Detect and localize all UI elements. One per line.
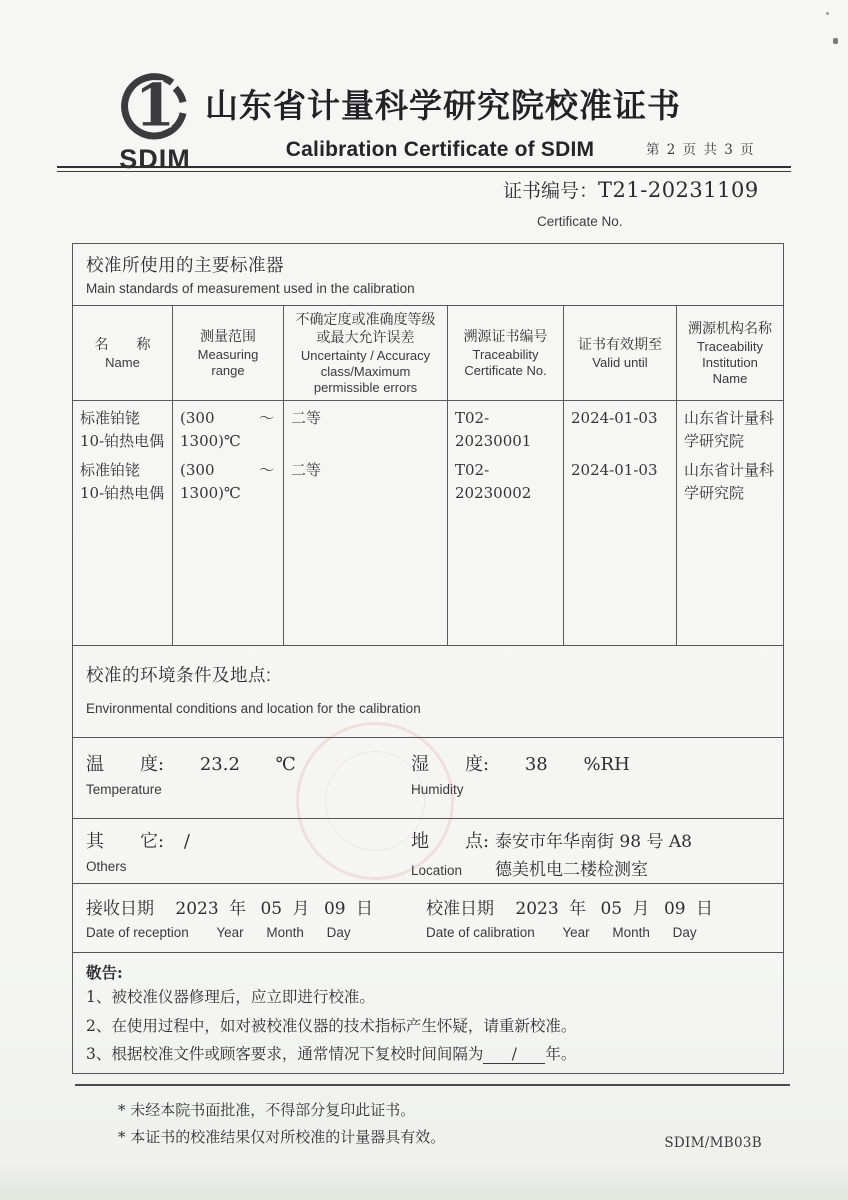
calibration-date-label: 校准日期 [426,899,494,919]
certificate-number-value: T21-20231109 [598,178,759,202]
notice-item-3-text: 3、根据校准文件或顾客要求，通常情况下复校时间间隔为 [86,1045,484,1064]
location-value-line2: 德美机电二楼检测室 [495,860,648,880]
page-title: 山东省计量科学研究院校准证书 [205,86,681,125]
month-word: Month [266,925,304,940]
column-header-uncertainty-zh: 不确定度或准确度等级或最大允许误差 [295,311,436,346]
sdim-logo [98,72,212,175]
footnote-1: * 未经本院书面批准，不得部分复印此证书。 [118,1101,416,1119]
logo-text: SDIM [119,144,191,174]
header-divider [57,166,791,172]
range-low: (300 [180,409,215,427]
calibration-date-block [423,884,783,952]
column-header-valid-until-zh: 证书有效期至 [578,335,662,352]
certificate-number-line [503,176,759,203]
column-header-valid-until [564,306,677,401]
calibration-month-unit: 月 [632,899,650,919]
column-header-name [73,306,173,401]
footer-divider [75,1084,790,1086]
environment-title-english: Environmental conditions and location for the calibration [86,701,421,716]
calibration-day-unit: 日 [695,899,713,919]
table-row-1-accuracy: 二等 [284,401,448,453]
page-number: 第 2 页 共 3 页 [646,142,756,158]
form-code: SDIM/MB03B [664,1135,762,1151]
notice-item-3-suffix: 年。 [545,1045,577,1064]
environment-title: 校准的环境条件及地点: [86,665,272,685]
table-row-2-name: 标准铂铑 10-铂热电偶 [73,453,173,505]
column-header-valid-until-en: Valid until [592,355,648,371]
scan-speck [833,38,838,44]
column-header-uncertainty [284,306,448,401]
column-header-institution [677,306,783,401]
environment-section-header [73,646,783,738]
table-row-2-cert-no: T02-20230002 [448,453,564,505]
humidity-label-english: Humidity [411,782,464,797]
standards-title: 校准所使用的主要标准器 [86,255,284,275]
calibration-date-label-english: Date of calibration [426,925,535,940]
column-header-traceability-no-zh: 溯源证书编号 [463,328,548,345]
dates-row [73,884,783,953]
column-header-traceability-no-en: Traceability Certificate No. [464,347,547,379]
table-empty-cell [677,505,783,645]
sdim-logo-icon [116,72,194,148]
location-block [408,819,783,883]
table-empty-cell [448,505,564,645]
humidity-unit: %RH [583,754,630,775]
temperature-humidity-row [73,738,783,819]
temperature-label: 温 度: [86,754,165,775]
certificate-number-label: 证书编号： [503,180,599,202]
location-value-line1: 泰安市年华南街 98 号 A8 [495,832,692,852]
table-row-1-institution: 山东省计量科学研究院 [684,409,775,451]
notice-item-1: 1、被校准仪器修理后，应立即进行校准。 [86,988,375,1006]
standards-section-header [73,244,783,306]
certificate-number-label-english: Certificate No. [537,214,623,229]
year-word: Year [216,925,244,940]
table-empty-cell [173,505,284,645]
range-low: (300 [180,461,215,479]
year-word: Year [562,925,590,940]
others-label-english: Others [86,859,127,874]
table-row-1-cert-no: T02-20230001 [448,401,564,453]
temperature-unit: ℃ [275,754,296,775]
notice-item-3-blank: / [483,1046,545,1064]
column-header-institution-en: Traceability Institution Name [697,339,763,387]
range-tilde: ～ [258,409,274,427]
humidity-block [408,738,783,818]
table-row-2-institution: 山东省计量科学研究院 [684,461,775,503]
svg-text:1: 1 [134,72,176,140]
reception-day: 09 [323,899,346,919]
page-title-english: Calibration Certificate of SDIM [285,138,595,161]
notice-item-3 [86,1040,783,1069]
temperature-value: 23.2 [199,754,240,775]
footnote-2: * 本证书的校准结果仅对所校准的计量器具有效。 [118,1128,446,1146]
table-row-1-name: 标准铂铑 10-铂热电偶 [73,401,173,453]
others-block [73,819,408,883]
table-empty-cell [284,505,448,645]
column-header-traceability-no [448,306,564,401]
calibration-day: 09 [663,899,686,919]
calibration-year-unit: 年 [569,899,587,919]
calibration-month: 05 [600,899,623,919]
month-word: Month [612,925,650,940]
table-row-2-valid-until: 2024-01-03 [564,453,677,505]
day-word: Day [326,925,351,940]
reception-year-unit: 年 [229,899,247,919]
day-word: Day [672,925,697,940]
temperature-label-english: Temperature [86,782,162,797]
standards-table [73,306,783,646]
humidity-value: 38 [524,754,548,775]
reception-month-unit: 月 [292,899,310,919]
others-location-row [73,819,783,884]
document-title-block [205,80,681,162]
reception-date-label-english: Date of reception [86,925,189,940]
others-value: / [183,831,190,852]
footnotes-block [118,1097,445,1151]
location-label: 地 点: [411,831,490,852]
table-row-2-range [173,453,284,505]
range-tilde: ～ [258,461,274,479]
table-empty-cell [564,505,677,645]
notice-item-2: 2、在使用过程中，如对被校准仪器的技术指标产生怀疑，请重新校准。 [86,1016,577,1035]
column-header-name-zh: 名 称 [94,335,151,352]
column-header-name-en: Name [105,355,140,371]
column-header-institution-zh: 溯源机构名称 [688,320,772,337]
temperature-block [73,738,408,818]
column-header-range-zh: 测量范围 [200,328,256,345]
reception-month: 05 [260,899,283,919]
table-row-1-range [173,401,284,453]
humidity-label: 湿 度: [411,754,490,775]
column-header-range [173,306,284,401]
notice-title: 敬告: [86,963,123,982]
table-empty-cell [73,505,173,645]
others-label: 其 它: [86,831,165,852]
column-header-range-en: Measuring range [197,347,259,379]
table-row-1-valid-until: 2024-01-03 [564,401,677,453]
scan-speck [826,12,829,15]
range-high: 1300)℃ [180,484,241,503]
calibration-year: 2023 [515,899,559,919]
reception-year: 2023 [175,899,219,919]
reception-date-label: 接收日期 [86,899,154,919]
notice-section [73,953,783,1074]
standards-title-english: Main standards of measurement used in the calibration [86,281,415,296]
table-row-2-accuracy: 二等 [284,453,448,505]
range-high: 1300)℃ [180,432,241,451]
reception-day-unit: 日 [355,899,373,919]
location-label-english: Location [411,863,463,878]
certificate-body [72,243,784,1074]
reception-date-block [73,884,423,952]
column-header-uncertainty-en: Uncertainty / Accuracy class/Maximum permissible errors [300,348,431,396]
